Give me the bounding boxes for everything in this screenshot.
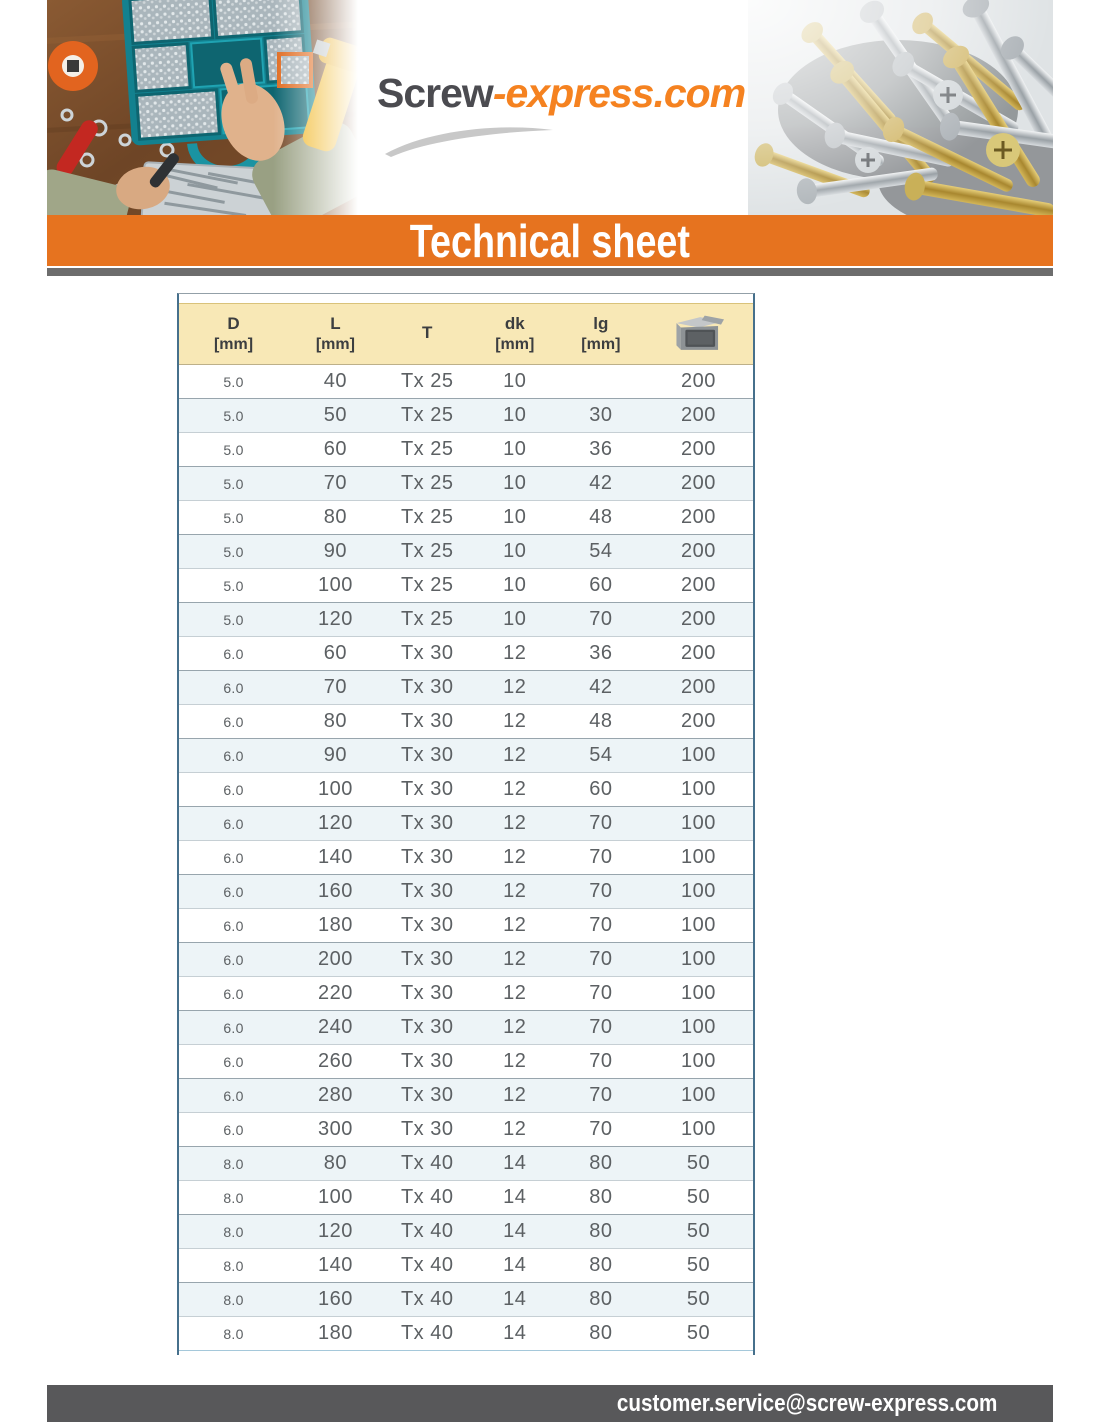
cell-qty: 100 <box>644 773 753 807</box>
cell-t: Tx 30 <box>383 1079 472 1113</box>
table-row <box>179 501 753 535</box>
cell-l: 120 <box>288 603 383 637</box>
col-label: lg <box>593 314 609 333</box>
cell-dk: 14 <box>472 1317 558 1351</box>
cell-qty: 100 <box>644 1079 753 1113</box>
cell-t: Tx 25 <box>383 467 472 501</box>
table-row <box>179 1283 753 1317</box>
cell-qty: 50 <box>644 1147 753 1181</box>
cell-dk: 10 <box>472 569 558 603</box>
cell-d: 8.0 <box>179 1283 288 1317</box>
cell-d: 6.0 <box>179 637 288 671</box>
table-row <box>179 943 753 977</box>
cell-d: 6.0 <box>179 909 288 943</box>
cell-t: Tx 25 <box>383 399 472 433</box>
cell-l: 80 <box>288 1147 383 1181</box>
col-header-lg <box>558 304 644 365</box>
banner-underline-rule <box>47 268 1053 276</box>
col-unit: [mm] <box>581 336 621 353</box>
cell-lg: 70 <box>558 977 644 1011</box>
cell-l: 140 <box>288 841 383 875</box>
table-row <box>179 569 753 603</box>
table-row <box>179 1045 753 1079</box>
technical-sheet-banner <box>47 215 1053 266</box>
spec-table <box>179 303 753 1351</box>
workbench-photo <box>47 0 358 215</box>
cell-lg: 70 <box>558 909 644 943</box>
cell-dk: 10 <box>472 433 558 467</box>
cell-t: Tx 30 <box>383 671 472 705</box>
logo-text-secondary: -express.com <box>492 70 746 116</box>
cell-d: 6.0 <box>179 943 288 977</box>
cell-lg: 70 <box>558 943 644 977</box>
cell-lg: 70 <box>558 1011 644 1045</box>
cell-d: 6.0 <box>179 1011 288 1045</box>
cell-d: 5.0 <box>179 501 288 535</box>
cell-l: 70 <box>288 467 383 501</box>
cell-lg: 60 <box>558 569 644 603</box>
cell-l: 100 <box>288 1181 383 1215</box>
cell-l: 50 <box>288 399 383 433</box>
table-row <box>179 807 753 841</box>
cell-qty: 200 <box>644 501 753 535</box>
cell-dk: 14 <box>472 1249 558 1283</box>
cell-lg: 80 <box>558 1249 644 1283</box>
cell-t: Tx 25 <box>383 365 472 399</box>
cell-t: Tx 30 <box>383 977 472 1011</box>
spec-table-head <box>179 304 753 365</box>
cell-l: 180 <box>288 909 383 943</box>
cell-t: Tx 40 <box>383 1317 472 1351</box>
cell-l: 70 <box>288 671 383 705</box>
cell-qty: 100 <box>644 807 753 841</box>
spec-table-body <box>179 365 753 1351</box>
cell-d: 6.0 <box>179 739 288 773</box>
cell-lg: 70 <box>558 875 644 909</box>
cell-l: 240 <box>288 1011 383 1045</box>
cell-d: 5.0 <box>179 467 288 501</box>
cell-t: Tx 40 <box>383 1181 472 1215</box>
cell-t: Tx 30 <box>383 637 472 671</box>
cell-lg: 80 <box>558 1283 644 1317</box>
table-row <box>179 1317 753 1351</box>
cell-qty: 100 <box>644 1045 753 1079</box>
page-header <box>47 0 1053 215</box>
table-row <box>179 1181 753 1215</box>
cell-lg: 70 <box>558 807 644 841</box>
cell-dk: 12 <box>472 943 558 977</box>
cell-dk: 14 <box>472 1181 558 1215</box>
cell-lg: 30 <box>558 399 644 433</box>
cell-l: 300 <box>288 1113 383 1147</box>
table-row <box>179 1011 753 1045</box>
col-unit: [mm] <box>495 336 535 353</box>
cell-d: 8.0 <box>179 1215 288 1249</box>
table-row <box>179 467 753 501</box>
cell-l: 60 <box>288 637 383 671</box>
cell-l: 180 <box>288 1317 383 1351</box>
table-row <box>179 603 753 637</box>
cell-l: 260 <box>288 1045 383 1079</box>
cell-dk: 12 <box>472 739 558 773</box>
cell-d: 5.0 <box>179 535 288 569</box>
cell-l: 80 <box>288 501 383 535</box>
cell-lg: 48 <box>558 705 644 739</box>
cell-t: Tx 30 <box>383 943 472 977</box>
cell-t: Tx 30 <box>383 909 472 943</box>
table-row <box>179 1147 753 1181</box>
table-row <box>179 1079 753 1113</box>
cell-dk: 12 <box>472 773 558 807</box>
cell-qty: 100 <box>644 909 753 943</box>
cell-lg <box>558 365 644 399</box>
cell-qty: 100 <box>644 977 753 1011</box>
cell-l: 100 <box>288 773 383 807</box>
cell-dk: 10 <box>472 603 558 637</box>
cell-qty: 200 <box>644 433 753 467</box>
col-label: D <box>227 314 240 333</box>
cell-dk: 12 <box>472 637 558 671</box>
cell-d: 5.0 <box>179 603 288 637</box>
col-label: T <box>422 323 433 342</box>
spec-table-frame <box>177 293 755 1355</box>
cell-dk: 12 <box>472 1113 558 1147</box>
cell-l: 280 <box>288 1079 383 1113</box>
header-row <box>179 304 753 365</box>
cell-lg: 70 <box>558 603 644 637</box>
cell-l: 120 <box>288 807 383 841</box>
cell-qty: 50 <box>644 1317 753 1351</box>
cell-qty: 200 <box>644 467 753 501</box>
cell-qty: 200 <box>644 603 753 637</box>
table-row <box>179 365 753 399</box>
cell-qty: 50 <box>644 1283 753 1317</box>
cell-qty: 200 <box>644 637 753 671</box>
cell-qty: 200 <box>644 569 753 603</box>
cell-dk: 12 <box>472 909 558 943</box>
cell-lg: 48 <box>558 501 644 535</box>
cell-t: Tx 30 <box>383 1011 472 1045</box>
col-header-qty <box>644 304 753 365</box>
cell-lg: 70 <box>558 1045 644 1079</box>
cell-dk: 14 <box>472 1147 558 1181</box>
cell-d: 6.0 <box>179 875 288 909</box>
cell-d: 6.0 <box>179 705 288 739</box>
cell-qty: 100 <box>644 841 753 875</box>
cell-l: 100 <box>288 569 383 603</box>
cell-lg: 80 <box>558 1317 644 1351</box>
cell-l: 220 <box>288 977 383 1011</box>
cell-t: Tx 25 <box>383 501 472 535</box>
cell-dk: 12 <box>472 807 558 841</box>
cell-d: 6.0 <box>179 977 288 1011</box>
cell-dk: 10 <box>472 399 558 433</box>
cell-qty: 200 <box>644 671 753 705</box>
table-row <box>179 773 753 807</box>
cell-dk: 12 <box>472 671 558 705</box>
cell-qty: 200 <box>644 705 753 739</box>
cell-t: Tx 40 <box>383 1215 472 1249</box>
cell-qty: 50 <box>644 1249 753 1283</box>
cell-d: 8.0 <box>179 1317 288 1351</box>
cell-t: Tx 40 <box>383 1249 472 1283</box>
cell-t: Tx 40 <box>383 1147 472 1181</box>
banner-title: Technical sheet <box>409 215 691 267</box>
cell-lg: 54 <box>558 535 644 569</box>
cell-d: 8.0 <box>179 1249 288 1283</box>
cell-lg: 80 <box>558 1181 644 1215</box>
cell-t: Tx 40 <box>383 1283 472 1317</box>
cell-lg: 54 <box>558 739 644 773</box>
screws-pile-photo <box>748 0 1053 215</box>
cell-d: 5.0 <box>179 365 288 399</box>
cell-lg: 70 <box>558 1113 644 1147</box>
footer-bar <box>47 1385 1053 1422</box>
cell-dk: 10 <box>472 467 558 501</box>
table-row <box>179 875 753 909</box>
cell-t: Tx 30 <box>383 875 472 909</box>
col-label: L <box>330 314 341 333</box>
cell-l: 140 <box>288 1249 383 1283</box>
cell-d: 5.0 <box>179 569 288 603</box>
cell-d: 6.0 <box>179 1113 288 1147</box>
table-row <box>179 705 753 739</box>
table-row <box>179 739 753 773</box>
cell-t: Tx 25 <box>383 603 472 637</box>
cell-d: 6.0 <box>179 671 288 705</box>
cell-qty: 100 <box>644 875 753 909</box>
cell-l: 40 <box>288 365 383 399</box>
cell-dk: 10 <box>472 535 558 569</box>
cell-dk: 12 <box>472 841 558 875</box>
col-header-d <box>179 304 288 365</box>
table-row <box>179 977 753 1011</box>
col-header-dk <box>472 304 558 365</box>
cell-l: 60 <box>288 433 383 467</box>
table-row <box>179 671 753 705</box>
cell-d: 8.0 <box>179 1181 288 1215</box>
cell-l: 80 <box>288 705 383 739</box>
cell-t: Tx 30 <box>383 773 472 807</box>
cell-d: 6.0 <box>179 1045 288 1079</box>
col-header-l <box>288 304 383 365</box>
cell-t: Tx 30 <box>383 739 472 773</box>
cell-lg: 42 <box>558 467 644 501</box>
cell-l: 160 <box>288 875 383 909</box>
cell-t: Tx 30 <box>383 1045 472 1079</box>
cell-dk: 12 <box>472 875 558 909</box>
logo-swoosh <box>381 122 561 158</box>
table-top-gap <box>179 294 753 303</box>
table-row <box>179 1249 753 1283</box>
cell-d: 6.0 <box>179 773 288 807</box>
workbench-photo-art <box>47 0 358 215</box>
cell-t: Tx 30 <box>383 705 472 739</box>
site-logo <box>377 70 746 117</box>
package-box-icon <box>672 309 724 355</box>
cell-d: 6.0 <box>179 807 288 841</box>
cell-qty: 50 <box>644 1181 753 1215</box>
cell-d: 8.0 <box>179 1147 288 1181</box>
cell-lg: 80 <box>558 1147 644 1181</box>
cell-lg: 80 <box>558 1215 644 1249</box>
logo-text-primary: Screw <box>377 70 493 116</box>
cell-l: 90 <box>288 739 383 773</box>
cell-l: 120 <box>288 1215 383 1249</box>
cell-l: 90 <box>288 535 383 569</box>
table-row <box>179 535 753 569</box>
table-row <box>179 909 753 943</box>
cell-qty: 200 <box>644 535 753 569</box>
cell-lg: 36 <box>558 637 644 671</box>
cell-dk: 10 <box>472 365 558 399</box>
cell-t: Tx 30 <box>383 807 472 841</box>
col-unit: [mm] <box>213 336 254 353</box>
cell-lg: 42 <box>558 671 644 705</box>
cell-qty: 100 <box>644 943 753 977</box>
table-row <box>179 399 753 433</box>
table-row <box>179 1215 753 1249</box>
cell-t: Tx 25 <box>383 433 472 467</box>
cell-qty: 100 <box>644 1011 753 1045</box>
cell-t: Tx 25 <box>383 535 472 569</box>
cell-dk: 12 <box>472 1011 558 1045</box>
cell-dk: 12 <box>472 977 558 1011</box>
cell-d: 6.0 <box>179 1079 288 1113</box>
cell-d: 6.0 <box>179 841 288 875</box>
cell-qty: 50 <box>644 1215 753 1249</box>
cell-t: Tx 30 <box>383 841 472 875</box>
table-row <box>179 637 753 671</box>
cell-lg: 60 <box>558 773 644 807</box>
table-row <box>179 841 753 875</box>
cell-qty: 100 <box>644 1113 753 1147</box>
cell-d: 5.0 <box>179 399 288 433</box>
cell-lg: 36 <box>558 433 644 467</box>
screws-pile-photo-art <box>748 0 1053 215</box>
col-header-t <box>383 304 472 365</box>
cell-l: 160 <box>288 1283 383 1317</box>
cell-l: 200 <box>288 943 383 977</box>
cell-dk: 10 <box>472 501 558 535</box>
cell-dk: 14 <box>472 1215 558 1249</box>
table-row <box>179 1113 753 1147</box>
cell-qty: 200 <box>644 365 753 399</box>
cell-dk: 14 <box>472 1283 558 1317</box>
cell-lg: 70 <box>558 1079 644 1113</box>
cell-lg: 70 <box>558 841 644 875</box>
cell-dk: 12 <box>472 1079 558 1113</box>
footer-email[interactable]: customer.service@screw-express.com <box>616 1390 997 1417</box>
cell-t: Tx 25 <box>383 569 472 603</box>
col-label: dk <box>504 314 525 333</box>
cell-dk: 12 <box>472 1045 558 1079</box>
cell-dk: 12 <box>472 705 558 739</box>
cell-qty: 100 <box>644 739 753 773</box>
table-row <box>179 433 753 467</box>
cell-t: Tx 30 <box>383 1113 472 1147</box>
cell-d: 5.0 <box>179 433 288 467</box>
col-unit: [mm] <box>315 336 355 353</box>
cell-qty: 200 <box>644 399 753 433</box>
